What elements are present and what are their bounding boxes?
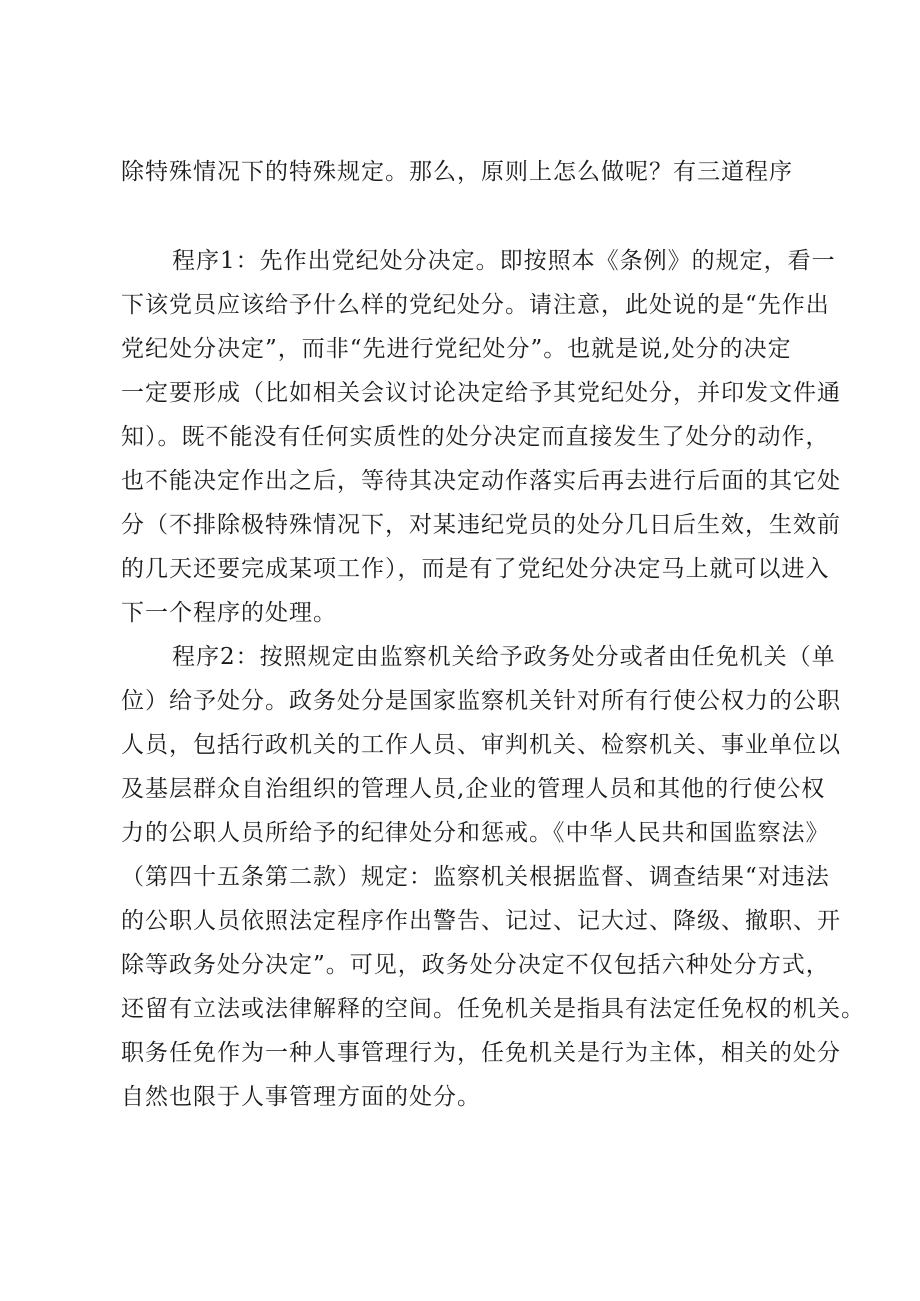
paragraph-line: 位）给予处分。政务处分是国家监察机关针对所有行使公权力的公职 xyxy=(121,688,841,714)
intro-line: 除特殊情况下的特殊规定。那么，原则上怎么做呢？有三道程序 xyxy=(121,159,793,185)
paragraph-line: 还留有立法或法律解释的空间。任免机关是指具有法定任免权的机关。 xyxy=(121,996,865,1022)
paragraph-line: （第四十五条第二款）规定：监察机关根据监督、调查结果“对违法 xyxy=(121,864,830,890)
paragraph-line: 下该党员应该给予什么样的党纪处分。请注意，此处说的是“先作出 xyxy=(121,292,830,318)
paragraph-line: 除等政务处分决定”。可见，政务处分决定不仅包括六种处分方式， xyxy=(121,952,830,978)
paragraph-line: 人员，包括行政机关的工作人员、审判机关、检察机关、事业单位以 xyxy=(121,732,841,758)
paragraph-line: 自然也限于人事管理方面的处分。 xyxy=(121,1084,481,1110)
paragraph-line: 力的公职人员所给予的纪律处分和惩戒。《中华人民共和国监察法》 xyxy=(121,820,830,846)
paragraph-line: 的几天还要完成某项工作），而是有了党纪处分决定马上就可以进入 xyxy=(121,556,830,582)
paragraph-line: 分（不排除极特殊情况下，对某违纪党员的处分几日后生效，生效前 xyxy=(121,512,841,538)
paragraph-line: 也不能决定作出之后，等待其决定动作落实后再去进行后面的其它处 xyxy=(121,468,841,494)
paragraph-line: 下一个程序的处理。 xyxy=(121,600,337,626)
paragraph-line: 职务任免作为一种人事管理行为，任免机关是行为主体，相关的处分 xyxy=(121,1040,841,1066)
paragraph-line: 的公职人员依照法定程序作出警告、记过、记大过、降级、撤职、开 xyxy=(121,908,841,934)
paragraph-line: 及基层群众自治组织的管理人员,企业的管理人员和其他的行使公权 xyxy=(121,776,826,802)
paragraph-line: 程序2：按照规定由监察机关给予政务处分或者由任免机关（单 xyxy=(172,644,836,670)
paragraph-line: 一定要形成（比如相关会议讨论决定给予其党纪处分，并印发文件通 xyxy=(121,380,841,406)
paragraph-line: 知）。既不能没有任何实质性的处分决定而直接发生了处分的动作， xyxy=(121,424,830,450)
paragraph-line: 党纪处分决定”，而非“先进行党纪处分”。也就是说,处分的决定 xyxy=(121,336,792,362)
paragraph-line: 程序1：先作出党纪处分决定。即按照本《条例》的规定，看一 xyxy=(172,248,836,274)
